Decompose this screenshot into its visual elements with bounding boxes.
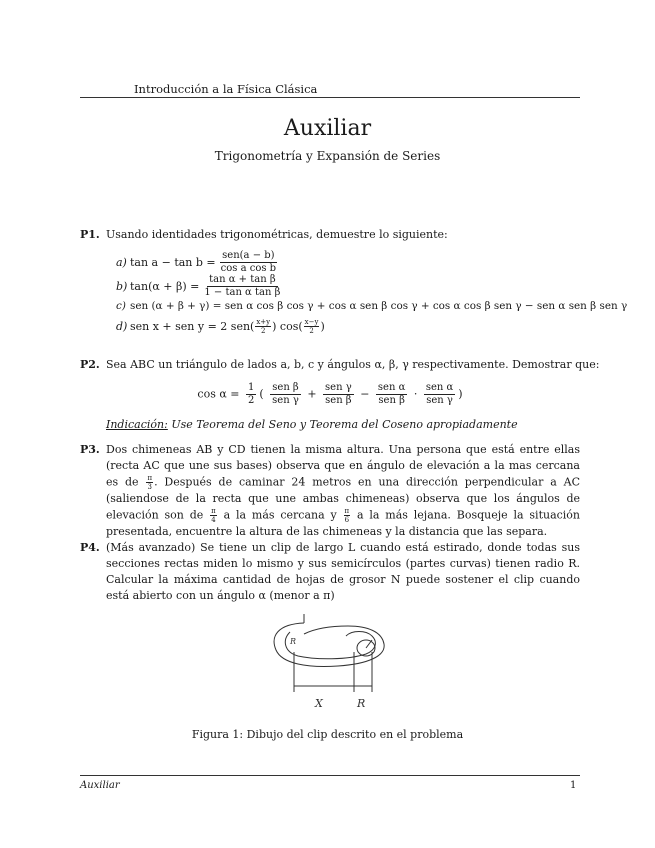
problem-1-items xyxy=(116,251,627,337)
item-b xyxy=(116,275,627,297)
item-a-denominator: cos a cos b xyxy=(220,262,277,274)
problem-2 xyxy=(80,357,600,373)
p3-fraction-1 xyxy=(146,474,153,491)
item-c-label: c) xyxy=(116,300,126,312)
figure-caption: Figura 1: Dibujo del clip descrito en el problema xyxy=(191,728,464,741)
p3-fraction-3 xyxy=(344,507,351,524)
item-d-f1-denominator: 2 xyxy=(261,326,266,335)
item-d-mid: cos xyxy=(279,319,299,333)
eq-dot: · xyxy=(413,387,418,401)
figure-r-bottom-label: R xyxy=(357,697,366,710)
problem-1-intro: Usando identidades trigonométricas, demuestre lo siguiente: xyxy=(106,228,448,241)
item-c-text: sen (α + β + γ) = sen α cos β cos γ + cos α sen β cos γ + cos α cos β sen γ − sen α sen β sen γ xyxy=(130,300,628,312)
problem-2-label: P2. xyxy=(80,358,100,371)
p3-f3-num: π xyxy=(344,507,350,515)
p3-text-c: a la más cercana y xyxy=(223,508,337,522)
problem-2-text: Sea ABC un triángulo de lados a, b, c y ángulos α, β, γ respectivamente. Demostrar que: xyxy=(106,358,600,371)
problem-2-hint xyxy=(106,418,518,431)
p3-f2-num: π xyxy=(211,507,216,515)
p3-f2-den: 4 xyxy=(211,516,216,524)
item-b-numerator: tan α + tan β xyxy=(209,273,276,285)
page-subtitle: Trigonometría y Expansión de Series xyxy=(214,149,441,163)
item-d-fraction-2 xyxy=(304,318,320,335)
item-d-f2-numerator: x−y xyxy=(304,317,319,326)
item-b-fraction xyxy=(202,274,282,299)
p3-f1-den: 3 xyxy=(147,483,152,491)
item-a xyxy=(116,251,627,273)
item-d-label: d) xyxy=(116,319,128,333)
problem-2-equation: cos α = $\frac{1}{2}$ ( $\frac{\text{sen β}}{\text{sen γ}}$ + $\frac{\text{sen γ}}{\text{sen β}}$ − $\frac{\text{sen α}}{\text{sen β}}$ · $\frac{\text{sen α}}{\text{sen γ}}$ ) xyxy=(197,382,463,406)
item-a-label: a) xyxy=(116,255,127,269)
problem-1-label: P1. xyxy=(80,228,100,241)
problem-3 xyxy=(80,442,581,538)
footer-page-number: 1 xyxy=(570,780,577,791)
figure-r-label: R xyxy=(290,637,297,646)
p3-text-d: a la más lejana. Bosqueje la situación presentada, encuentre la altura de las chimeneas y la distancia que las separa. xyxy=(106,508,581,538)
eq-half-num: 1 xyxy=(248,382,255,393)
item-d-f2-denominator: 2 xyxy=(309,326,314,335)
item-a-fraction xyxy=(219,250,278,275)
item-b-denominator: 1 − tan α tan β xyxy=(204,286,281,298)
eq-term-1 xyxy=(270,382,301,407)
p3-f1-num: π xyxy=(147,474,153,482)
item-d-lhs: sen x + sen y = 2 sen xyxy=(130,319,251,333)
eq-plus: + xyxy=(307,387,317,401)
item-a-lhs: tan a − tan b = xyxy=(130,255,216,269)
hint-label: Indicación: xyxy=(106,418,168,431)
item-c xyxy=(116,297,627,315)
page-title: Auxiliar xyxy=(283,116,372,141)
item-d: d) sen x + sen y = 2 sen ( $\frac{x+y}{2}$ ) cos ( $\frac{x-y}{2}$ ) xyxy=(116,317,325,335)
problem-4-label: P4. xyxy=(80,541,100,554)
p3-text-b: . Después de caminar 24 metros en una dirección perpendicular a AC (saliendose de la recta que une ambas chimeneas) observa que los ángulos de elevación son de xyxy=(106,475,581,522)
eq-t1-den: sen γ xyxy=(272,395,299,406)
eq-t4-den: sen γ xyxy=(426,395,453,406)
clip-radius-line xyxy=(366,640,372,648)
problem-1 xyxy=(80,227,580,243)
eq-lhs: cos α = xyxy=(197,387,240,401)
eq-term-3 xyxy=(376,382,407,407)
eq-term-4 xyxy=(424,382,455,407)
eq-minus: − xyxy=(360,387,370,401)
header-course: Introducción a la Física Clásica xyxy=(134,82,318,96)
eq-t2-den: sen β xyxy=(325,395,352,406)
eq-t3-den: sen β xyxy=(378,395,405,406)
clip-sketch-figure xyxy=(268,606,390,718)
problem-4-text: (Más avanzado) Se tiene un clip de largo L cuando está estirado, donde todas sus secciones rectas miden lo mismo y sus semicírculos (partes curvas) tienen radio R. Calcular la máxima cantidad de hojas de grosor N puede sostener el clip cuando está abierto con un ángulo α (menor a π) xyxy=(106,541,580,602)
problem-3-text xyxy=(106,442,580,540)
p3-text-a: Dos chimeneas AB y CD tienen la misma altura. Una persona que está entre ellas (recta AC que une sus bases) observa que en ángulo de elevación a la mas cercana es de xyxy=(106,443,580,489)
header-rule xyxy=(80,97,580,98)
problem-4 xyxy=(80,540,580,602)
eq-half xyxy=(246,382,256,407)
eq-t1-num: sen β xyxy=(272,382,299,393)
item-b-lhs: tan(α + β) = xyxy=(130,279,200,293)
eq-term-2 xyxy=(323,382,354,407)
eq-t3-num: sen α xyxy=(377,382,406,393)
footer-rule xyxy=(80,775,580,776)
footer-title: Auxiliar xyxy=(80,780,120,791)
item-d-fraction-1 xyxy=(255,318,271,335)
eq-half-den: 2 xyxy=(248,395,255,406)
item-b-label: b) xyxy=(116,279,128,293)
item-a-numerator: sen(a − b) xyxy=(222,249,275,261)
p3-f3-den: 6 xyxy=(344,516,350,524)
figure-x-label: X xyxy=(315,697,323,710)
item-d-f1-numerator: x+y xyxy=(256,317,271,326)
hint-text: Use Teorema del Seno y Teorema del Coseno apropiadamente xyxy=(171,418,518,431)
eq-t4-num: sen α xyxy=(425,382,454,393)
eq-t2-num: sen γ xyxy=(325,382,352,393)
problem-3-label: P3. xyxy=(80,443,100,456)
p3-fraction-2 xyxy=(210,507,217,524)
